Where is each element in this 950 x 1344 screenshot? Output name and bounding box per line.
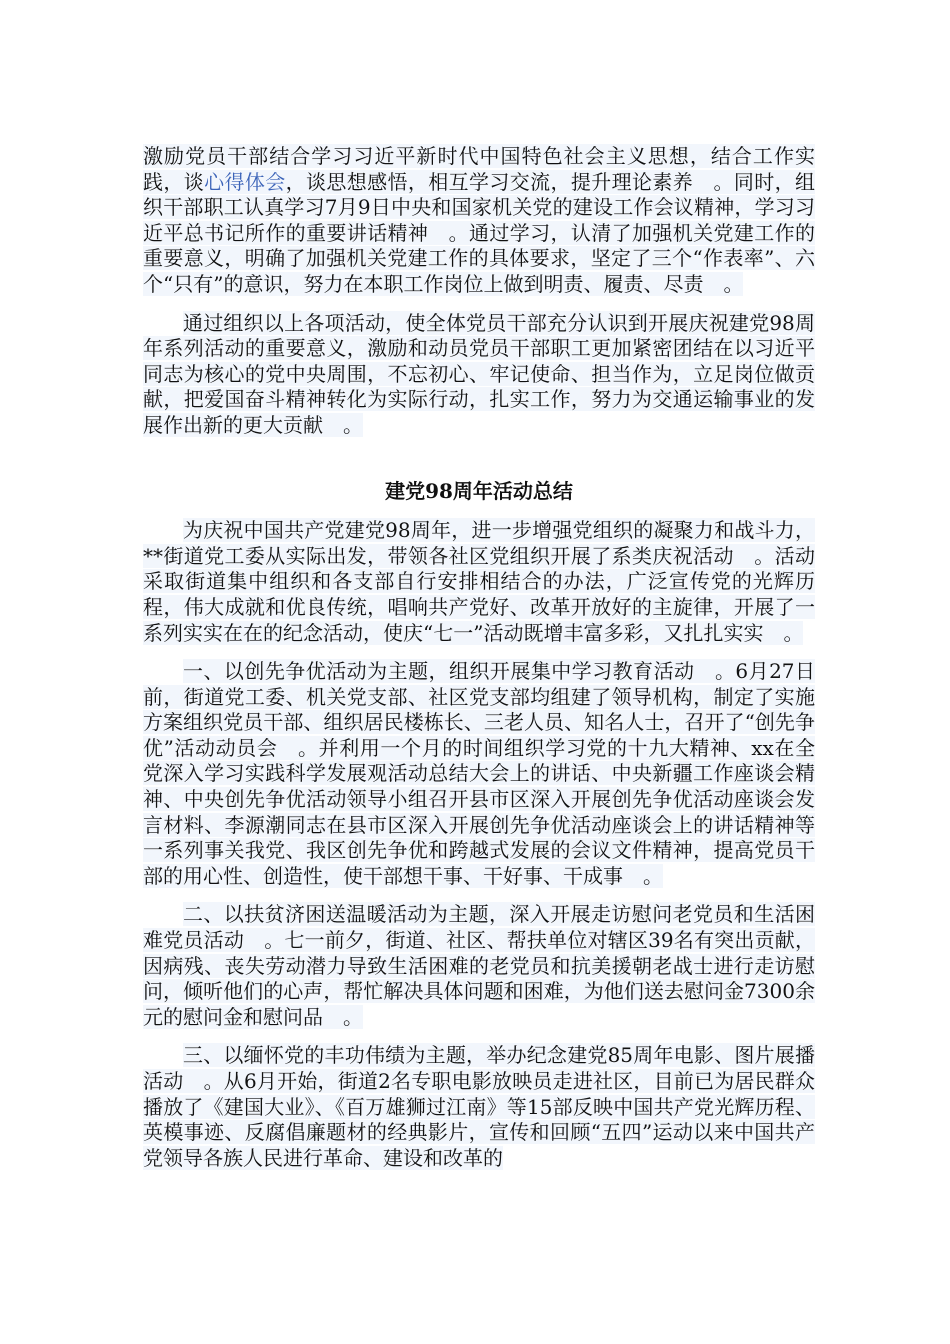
link-xinde-tihui[interactable]: 心得体会 bbox=[204, 169, 286, 194]
paragraph-study-practice bbox=[143, 144, 815, 298]
paragraph-conclusion bbox=[143, 311, 815, 439]
paragraph-text: ，谈思想感悟，相互学习交流，提升理论素养 。同时，组织干部职工认真学习7月9日中央和国家机关党的建设工作会议精神，学习习近平总书记所作的重要讲话精神 。通过学习，认清了加强机关党建工作的重要意义，明确了加强机关党建工作的具体要求，坚定了三个“作表率”、六个“只有”的意识，努力在本职工作岗位上做到明责、履责、尽责 。 bbox=[143, 169, 815, 296]
paragraph-text: 通过组织以上各项活动，使全体党员干部充分认识到开展庆祝建党98周年系列活动的重要意义，激励和动员党员干部职工更加紧密团结在以习近平同志为核心的党中央周围，不忘初心、牢记使命、担当作为，立足岗位做贡献，把爱国奋斗精神转化为实际行动，扎实工作，努力为交通运输事业的发展作出新的更大贡献 。 bbox=[143, 310, 815, 437]
paragraph-text: 为庆祝中国共产党建党98周年，进一步增强党组织的凝聚力和战斗力，**街道党工委从实际出发，带领各社区党组织开展了系类庆祝活动 。活动采取街道集中组织和各支部自行安排相结合的办法，广泛宣传党的光辉历程，伟大成就和优良传统，唱响共产党好、改革开放好的主旋律，开展了一系列实实在在的纪念活动，使庆“七一”活动既增丰富多彩，又扎扎实实 。 bbox=[143, 518, 815, 645]
paragraph-text: 三、以缅怀党的丰功伟绩为主题，举办纪念建党85周年电影、图片展播活动 。从6月开始，街道2名专职电影放映员走进社区，目前已为居民群众播放了《建国大业》、《百万雄狮过江南》等15部反映中国共产党光辉历程、英模事迹、反腐倡廉题材的经典影片，宣传和回顾“五四”运动以来中国共产党领导各族人民进行革命、建设和改革的 bbox=[143, 1043, 815, 1170]
paragraph-item-2 bbox=[143, 902, 815, 1030]
document-page bbox=[143, 144, 815, 1184]
paragraph-item-1 bbox=[143, 659, 815, 889]
paragraph-text: 二、以扶贫济困送温暖活动为主题，深入开展走访慰问老党员和生活困难党员活动 。七一前夕，街道、社区、帮扶单位对辖区39名有突出贡献，因病残、丧失劳动潜力导致生活困难的老党员和抗美援朝老战士进行走访慰问，倾听他们的心声，帮忙解决具体问题和困难，为他们送去慰问金7300余元的慰问金和慰问品 。 bbox=[143, 902, 815, 1029]
paragraph-item-3 bbox=[143, 1043, 815, 1171]
section-title: 建党98周年活动总结 bbox=[385, 478, 573, 503]
paragraph-text: 一、以创先争优活动为主题，组织开展集中学习教育活动 。6月27日前，街道党工委、机关党支部、社区党支部均组建了领导机构，制定了实施方案组织党员干部、组织居民楼栋长、三老人员、知名人士，召开了“创先争优”活动动员会 。并利用一个月的时间组织学习党的十九大精神、xx在全党深入学习实践科学发展观活动总结大会上的讲话、中央新疆工作座谈会精神、中央创先争优活动领导小组召开县市区深入开展创先争优活动座谈会发言材料、李源潮同志在县市区深入开展创先争优活动座谈会上的讲话精神等一系列事关我党、我区创先争优和跨越式发展的会议文件精神，提高党员干部的用心性、创造性，使干部想干事、干好事、干成事 。 bbox=[143, 659, 815, 888]
paragraph-text: 激励党员干部结合学习习近平新时代中国特色社会主义思想，结合工作实践，谈 bbox=[143, 144, 815, 194]
paragraph-intro bbox=[143, 518, 815, 646]
